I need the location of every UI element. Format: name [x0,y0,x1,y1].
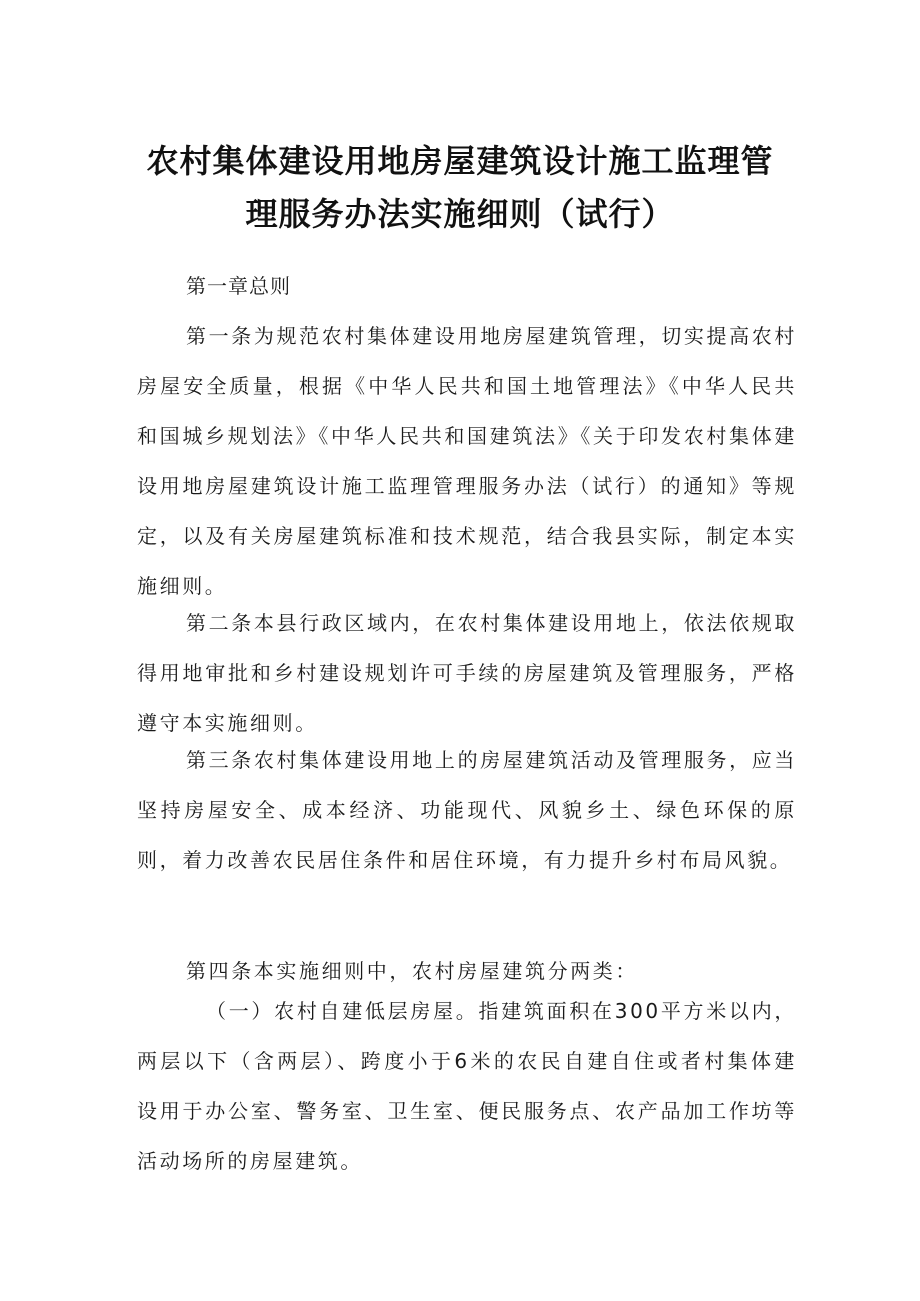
document-title-line-2: 理服务办法实施细则（试行） [245,195,675,233]
article-2-paragraph: 第二条本县行政区域内，在农村集体建设用地上，依法依规取得用地审批和乡村建设规划许可手续的房屋建筑及管理服务，严格遵守本实施细则。 [137,611,797,735]
article-1-paragraph: 第一条为规范农村集体建设用地房屋建筑管理，切实提高农村房屋安全质量，根据《中华人民共和国土地管理法》《中华人民共和国城乡规划法》《中华人民共和国建筑法》《关于印发农村集体建设用地房屋建筑设计施工监理管理服务办法（试行）的通知》等规定，以及有关房屋建筑标准和技术规范，结合我县实际，制定本实施细则。 [137,324,797,598]
article-4-item-1-paragraph: （一）农村自建低层房屋。指建筑面积在300平方米以内，两层以下（含两层）、跨度小于6米的农民自建自住或者村集体建设用于办公室、警务室、卫生室、便民服务点、农产品加工作坊等活动场所的房屋建筑。 [137,999,797,1173]
document-title-line-1: 农村集体建设用地房屋建筑设计施工监理管 [146,142,774,180]
article-3-paragraph: 第三条农村集体建设用地上的房屋建筑活动及管理服务，应当坚持房屋安全、成本经济、功能现代、风貌乡土、绿色环保的原则，着力改善农民居住条件和居住环境，有力提升乡村布局风貌。 [137,748,797,872]
article-4-paragraph: 第四条本实施细则中，农村房屋建筑分两类： [186,959,638,983]
chapter-heading: 第一章总则 [186,274,291,298]
